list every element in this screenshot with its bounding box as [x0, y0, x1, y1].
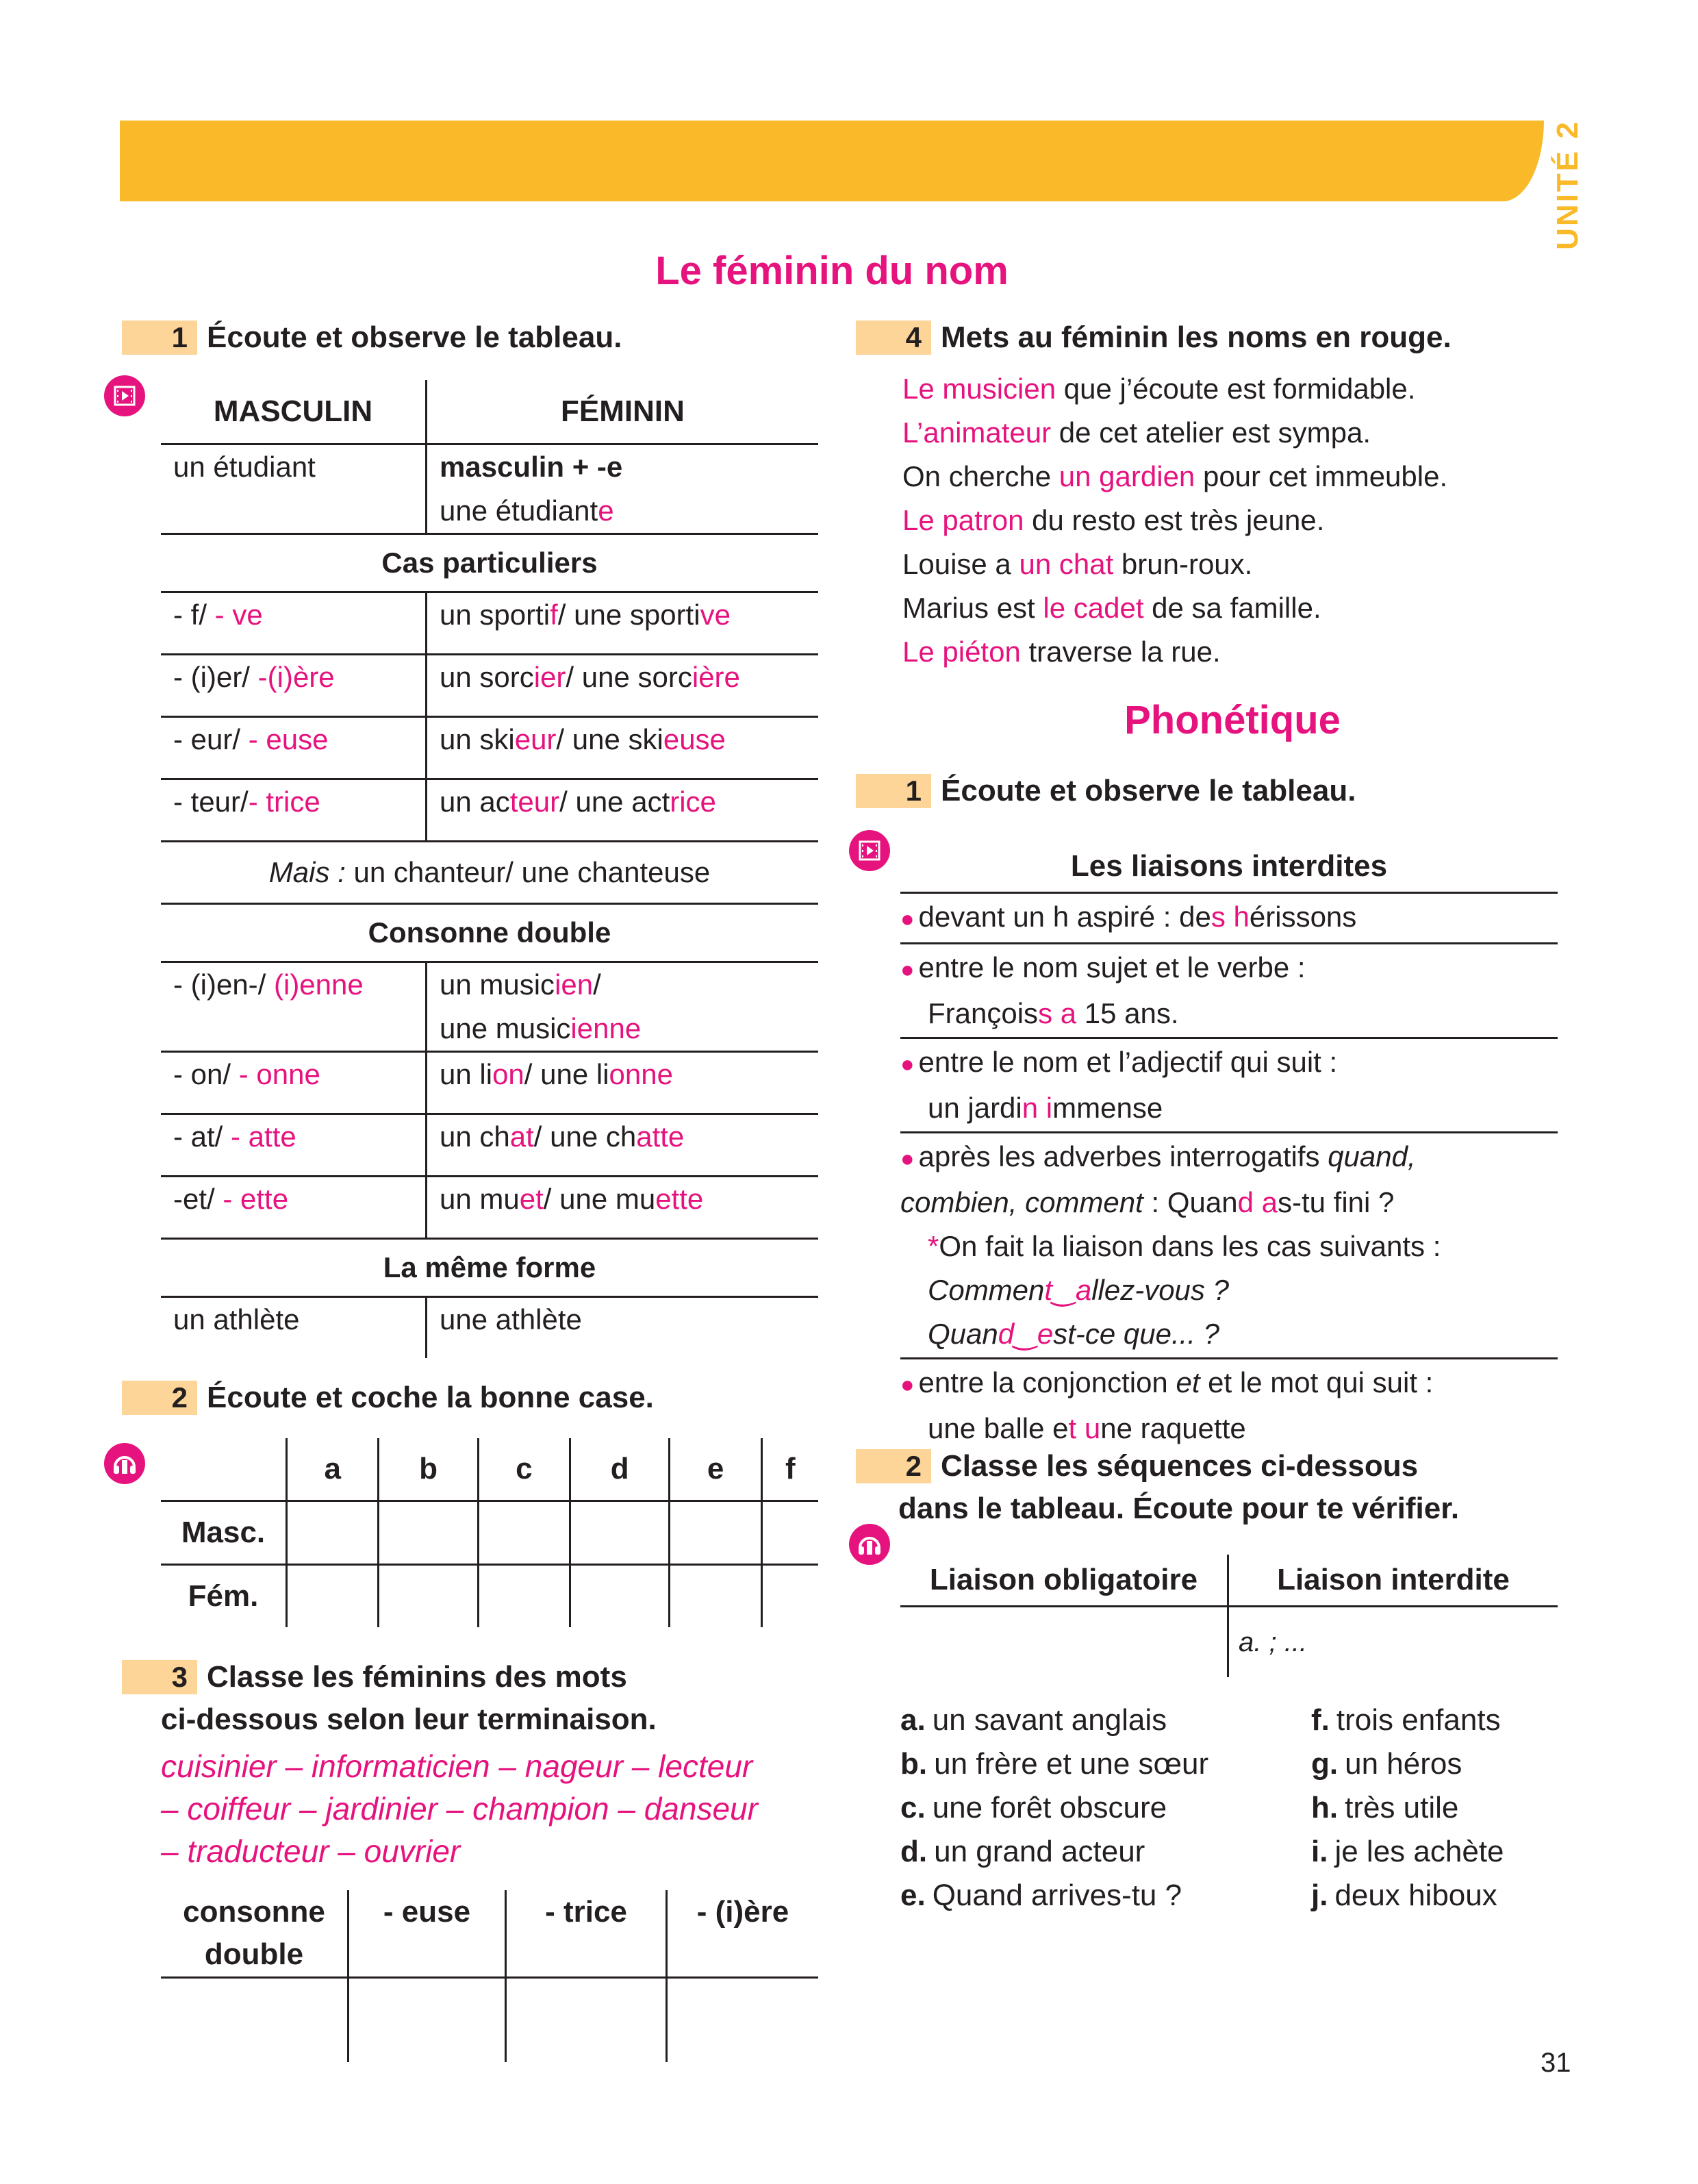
sentence-list	[902, 367, 1560, 674]
bullet-icon: ●	[900, 956, 915, 983]
answer-cell[interactable]	[161, 1978, 349, 2063]
phonetique-exercise-1-heading: 1 Écoute et observe le tableau.	[856, 770, 1356, 812]
video-icon[interactable]	[849, 830, 890, 871]
answer-row	[161, 1978, 818, 2063]
table-row: - (i)en-/ (i)enne un musicien/ une musicienne	[161, 962, 818, 1052]
column-header: - euse	[349, 1890, 506, 1978]
section-header: La même forme	[161, 1239, 818, 1297]
bullet-icon: ●	[900, 905, 915, 932]
section-header: Consonne double	[161, 904, 818, 962]
bullet-icon: ●	[900, 1145, 915, 1172]
column-header: consonne double	[183, 1895, 325, 1971]
gender-check-table	[161, 1438, 818, 1627]
sentence: Marius est le cadet de sa famille.	[902, 592, 1321, 624]
section-title-phonetique: Phonétique	[1124, 698, 1341, 742]
forbidden-liaisons-table	[900, 849, 1558, 1452]
column-header-masculin: MASCULIN	[161, 380, 427, 444]
checkbox-cell[interactable]	[570, 1501, 670, 1565]
list-item: b. un frère et une sœur	[900, 1747, 1209, 1781]
table-row: - f/ - ve un sportif/ une sportive	[161, 592, 818, 655]
sentence: Le piéton traverse la rue.	[902, 636, 1221, 668]
column-header: Liaison interdite	[1228, 1555, 1558, 1607]
checkbox-cell[interactable]	[478, 1565, 570, 1628]
checkbox-cell[interactable]	[570, 1565, 670, 1628]
list-item: h. très utile	[1311, 1791, 1459, 1824]
column-header-feminin: FÉMININ	[561, 394, 685, 428]
column-header: e	[670, 1438, 761, 1501]
exercise-3: 3 Classe les féminins des mots ci-dessous selon leur terminaison. cuisinier – informaticien – nageur – lecteur – coiffeur – jardinier – champion – danseur – traducteur – ouvrier	[122, 1656, 827, 1872]
column-header: d	[570, 1438, 670, 1501]
table-row: - at/ - atte un chat/ une chatte	[161, 1114, 818, 1177]
liaison-rule: ● entre le nom et l’adjectif qui suit : un jardin immense	[900, 1039, 1558, 1133]
table-row: -et/ - ette un muet/ une muette	[161, 1177, 818, 1239]
answer-cell[interactable]	[900, 1607, 1228, 1678]
table-row-fem	[161, 1565, 818, 1628]
header-banner	[120, 121, 1544, 201]
page-title: Le féminin du nom	[655, 249, 1009, 293]
checkbox-cell[interactable]	[379, 1501, 478, 1565]
column-header: b	[379, 1438, 478, 1501]
headphones-icon[interactable]	[104, 1443, 145, 1484]
column-header: a	[287, 1438, 379, 1501]
checkbox-cell[interactable]	[379, 1565, 478, 1628]
sequence-list	[900, 1698, 1558, 1918]
liaison-rule: ● après les adverbes interrogatifs quand, combien, comment : Quand as-tu fini ? *On fait la liaison dans les cas suivants : Comment‿allez-vous ? Quand‿est-ce que... ?	[900, 1133, 1558, 1359]
page-number: 31	[1541, 2048, 1571, 2078]
liaison-rule: ● entre le nom sujet et le verbe : Françoiss a 15 ans.	[900, 944, 1558, 1039]
video-icon[interactable]	[104, 375, 145, 416]
ending-classification-table	[161, 1890, 818, 2062]
answer-cell[interactable]	[506, 1978, 667, 2063]
sentence: L’animateur de cet atelier est sympa.	[902, 416, 1371, 449]
bullet-icon: ●	[900, 1051, 915, 1077]
checkbox-cell[interactable]	[287, 1501, 379, 1565]
list-item: a. un savant anglais	[900, 1703, 1167, 1737]
liaison-rule: ● entre la conjonction et et le mot qui suit : une balle et une raquette	[900, 1366, 1434, 1444]
exercise-instruction: Écoute et observe le tableau.	[207, 321, 622, 354]
list-item: j. deux hiboux	[1311, 1879, 1497, 1912]
table-row: un étudiant masculin + -e une étudiante	[161, 444, 818, 534]
list-item: i. je les achète	[1311, 1835, 1504, 1868]
table-title: Les liaisons interdites	[900, 849, 1558, 894]
exercise-2-heading: 2 Écoute et coche la bonne case.	[122, 1377, 654, 1419]
sentence: Le musicien que j’écoute est formidable.	[902, 373, 1416, 405]
row-label: Masc.	[161, 1501, 287, 1565]
feminine-rules-table	[161, 380, 818, 1358]
sentence: Le patron du resto est très jeune.	[902, 504, 1325, 536]
liaison-classification-table	[900, 1555, 1558, 1677]
rule-text: masculin + -e	[440, 451, 623, 483]
answer-cell[interactable]	[667, 1978, 819, 2063]
column-header: Liaison obligatoire	[929, 1563, 1198, 1596]
word-list: cuisinier – informaticien – nageur – lecteur – coiffeur – jardinier – champion – danseur – traducteur – ouvrier	[161, 1748, 758, 1869]
sentence: Louise a un chat brun-roux.	[902, 548, 1253, 580]
column-header: f	[761, 1438, 818, 1501]
exercise-1-heading	[122, 316, 622, 359]
column-header: - (i)ère	[667, 1890, 819, 1978]
column-header: c	[478, 1438, 570, 1501]
liaison-rule: ● devant un h aspiré : des hérissons	[900, 894, 1558, 944]
exercise-number: 1	[122, 321, 197, 355]
mais-note: Mais : un chanteur/ une chanteuse	[161, 842, 818, 904]
table-row: - (i)er/ -(i)ère un sorcier/ une sorcière	[161, 655, 818, 717]
exercise-4-heading: 4 Mets au féminin les noms en rouge.	[856, 316, 1452, 359]
list-item: f. trois enfants	[1311, 1703, 1501, 1737]
column-header: - trice	[506, 1890, 667, 1978]
row-label: Fém.	[161, 1565, 287, 1628]
list-item: c. une forêt obscure	[900, 1791, 1167, 1824]
bullet-icon: ●	[900, 1371, 915, 1398]
phonetique-exercise-2-heading: 2 Classe les séquences ci-dessous dans le tableau. Écoute pour te vérifier.	[856, 1445, 1582, 1530]
checkbox-cell[interactable]	[761, 1501, 818, 1565]
table-row: - on/ - onne un lion/ une lionne	[161, 1052, 818, 1114]
answer-cell[interactable]: a. ; ...	[1228, 1607, 1558, 1678]
unit-tab: UNITÉ 2	[1551, 120, 1584, 250]
list-item: e. Quand arrives-tu ?	[900, 1879, 1182, 1912]
list-item: g. un héros	[1311, 1747, 1462, 1781]
table-row-masc	[161, 1501, 818, 1565]
headphones-icon[interactable]	[849, 1524, 890, 1565]
checkbox-cell[interactable]	[761, 1565, 818, 1628]
section-header: Cas particuliers	[161, 534, 818, 592]
table-row: - eur/ - euse un skieur/ une skieuse	[161, 717, 818, 779]
table-row: - teur/- trice un acteur/ une actrice	[161, 779, 818, 842]
list-item: d. un grand acteur	[900, 1835, 1145, 1868]
answer-cell[interactable]	[349, 1978, 506, 2063]
table-row: un athlète une athlète	[161, 1297, 818, 1359]
checkbox-cell[interactable]	[287, 1565, 379, 1628]
checkbox-cell[interactable]	[670, 1501, 761, 1565]
checkbox-cell[interactable]	[478, 1501, 570, 1565]
checkbox-cell[interactable]	[670, 1565, 761, 1628]
sentence: On cherche un gardien pour cet immeuble.	[902, 460, 1448, 492]
